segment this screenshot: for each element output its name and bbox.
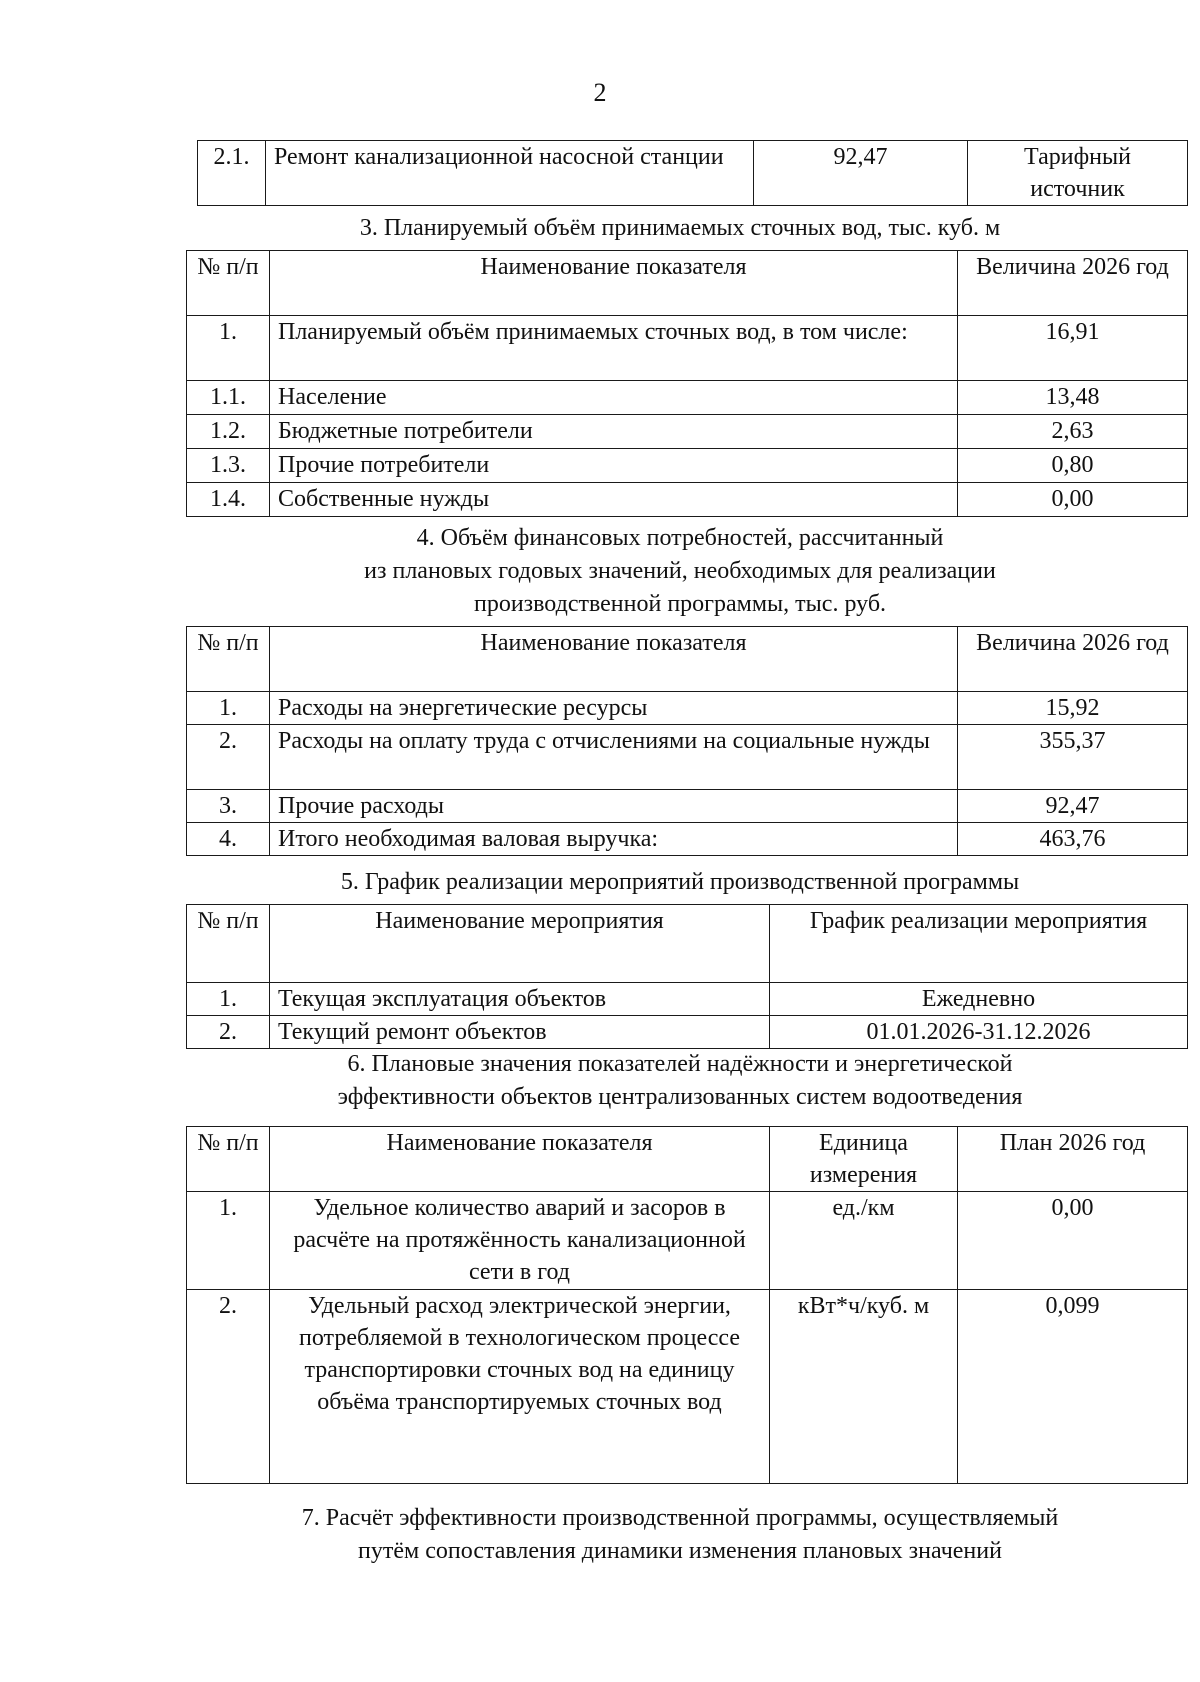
indicator-name: Удельное количество аварий и засоров в расчёте на протяжённость канализационной сети в год — [270, 1192, 770, 1290]
expense-value: 92,47 — [958, 790, 1188, 823]
table-row — [187, 1290, 1188, 1484]
indicator-plan: 0,099 — [958, 1290, 1188, 1484]
indicator-value: 0,80 — [958, 449, 1188, 483]
table-3-wastewater-volume — [186, 250, 1188, 517]
row-number: 1. — [187, 983, 270, 1016]
table-row — [187, 823, 1188, 856]
indicator-unit: ед./км — [770, 1192, 958, 1290]
header-plan: План 2026 год — [958, 1127, 1188, 1192]
page-number: 2 — [593, 78, 607, 107]
expense-name: Итого необходимая валовая выручка: — [270, 823, 958, 856]
activity-schedule: 01.01.2026-31.12.2026 — [770, 1016, 1188, 1049]
activity-name: Текущая эксплуатация объектов — [270, 983, 770, 1016]
row-number: 1. — [187, 692, 270, 725]
indicator-value: 13,48 — [958, 381, 1188, 415]
expense-value: 463,76 — [958, 823, 1188, 856]
indicator-name: Прочие потребители — [270, 449, 958, 483]
table-header-row — [187, 905, 1188, 983]
indicator-name: Планируемый объём принимаемых сточных вод, в том числе: — [270, 316, 958, 381]
indicator-value: 2,63 — [958, 415, 1188, 449]
table-row — [187, 1192, 1188, 1290]
header-name: Наименование показателя — [270, 627, 958, 692]
table-row — [187, 692, 1188, 725]
header-num: № п/п — [187, 627, 270, 692]
header-num: № п/п — [187, 1127, 270, 1192]
section-4-title-line-1: 4. Объём финансовых потребностей, рассчитанный — [416, 525, 944, 551]
measure-name: Ремонт канализационной насосной станции — [266, 141, 754, 206]
header-value: Величина 2026 год — [958, 627, 1188, 692]
table-header-row — [187, 627, 1188, 692]
section-4-title-line-2: из плановых годовых значений, необходимых для реализации — [364, 558, 996, 584]
funding-source: Тарифный источник — [968, 141, 1188, 206]
header-name: Наименование показателя — [270, 251, 958, 316]
table-row — [187, 415, 1188, 449]
section-4-title-line-3: производственной программы, тыс. руб. — [473, 591, 887, 617]
row-number: 3. — [187, 790, 270, 823]
expense-name: Прочие расходы — [270, 790, 958, 823]
table-row — [187, 449, 1188, 483]
indicator-name: Собственные нужды — [270, 483, 958, 517]
indicator-plan: 0,00 — [958, 1192, 1188, 1290]
section-5-title: 5. График реализации мероприятий производственной программы — [340, 869, 1020, 895]
activity-name: Текущий ремонт объектов — [270, 1016, 770, 1049]
header-value: Величина 2026 год — [958, 251, 1188, 316]
indicator-unit: кВт*ч/куб. м — [770, 1290, 958, 1484]
indicator-name: Население — [270, 381, 958, 415]
row-number: 2. — [187, 1290, 270, 1484]
table-row — [187, 983, 1188, 1016]
indicator-value: 0,00 — [958, 483, 1188, 517]
section-7-title-line-2: путём сопоставления динамики изменения плановых значений — [358, 1538, 1002, 1564]
table-2-measures — [197, 140, 1188, 206]
header-num: № п/п — [187, 251, 270, 316]
section-3-title: 3. Планируемый объём принимаемых сточных вод, тыс. куб. м — [359, 215, 1001, 241]
table-row — [187, 790, 1188, 823]
indicator-value: 16,91 — [958, 316, 1188, 381]
section-6-title-line-2: эффективности объектов централизованных систем водоотведения — [337, 1084, 1023, 1110]
table-row — [187, 483, 1188, 517]
table-header-row — [187, 251, 1188, 316]
table-row — [187, 316, 1188, 381]
indicator-name: Бюджетные потребители — [270, 415, 958, 449]
table-row — [187, 725, 1188, 790]
row-number: 1.3. — [187, 449, 270, 483]
table-row — [187, 381, 1188, 415]
table-5-schedule — [186, 904, 1188, 1049]
table-row — [198, 141, 1188, 206]
row-number: 2. — [187, 1016, 270, 1049]
expense-value: 355,37 — [958, 725, 1188, 790]
row-number: 2.1. — [198, 141, 266, 206]
row-number: 4. — [187, 823, 270, 856]
header-num: № п/п — [187, 905, 270, 983]
row-number: 1.1. — [187, 381, 270, 415]
measure-value: 92,47 — [754, 141, 968, 206]
expense-value: 15,92 — [958, 692, 1188, 725]
section-6-title-line-1: 6. Плановые значения показателей надёжности и энергетической — [347, 1051, 1013, 1077]
row-number: 2. — [187, 725, 270, 790]
header-schedule: График реализации мероприятия — [770, 905, 1188, 983]
table-6-reliability-indicators — [186, 1126, 1188, 1484]
expense-name: Расходы на энергетические ресурсы — [270, 692, 958, 725]
section-7-title-line-1: 7. Расчёт эффективности производственной программы, осуществляемый — [301, 1505, 1059, 1531]
table-row — [187, 1016, 1188, 1049]
activity-schedule: Ежедневно — [770, 983, 1188, 1016]
indicator-name: Удельный расход электрической энергии, потребляемой в технологическом процессе транспортировки сточных вод на единицу объёма транспортируемых сточных вод — [270, 1290, 770, 1484]
header-unit: Единица измерения — [770, 1127, 958, 1192]
header-name: Наименование мероприятия — [270, 905, 770, 983]
row-number: 1. — [187, 1192, 270, 1290]
table-4-financial-needs — [186, 626, 1188, 856]
header-name: Наименование показателя — [270, 1127, 770, 1192]
row-number: 1.2. — [187, 415, 270, 449]
expense-name: Расходы на оплату труда с отчислениями на социальные нужды — [270, 725, 958, 790]
row-number: 1.4. — [187, 483, 270, 517]
table-header-row — [187, 1127, 1188, 1192]
row-number: 1. — [187, 316, 270, 381]
